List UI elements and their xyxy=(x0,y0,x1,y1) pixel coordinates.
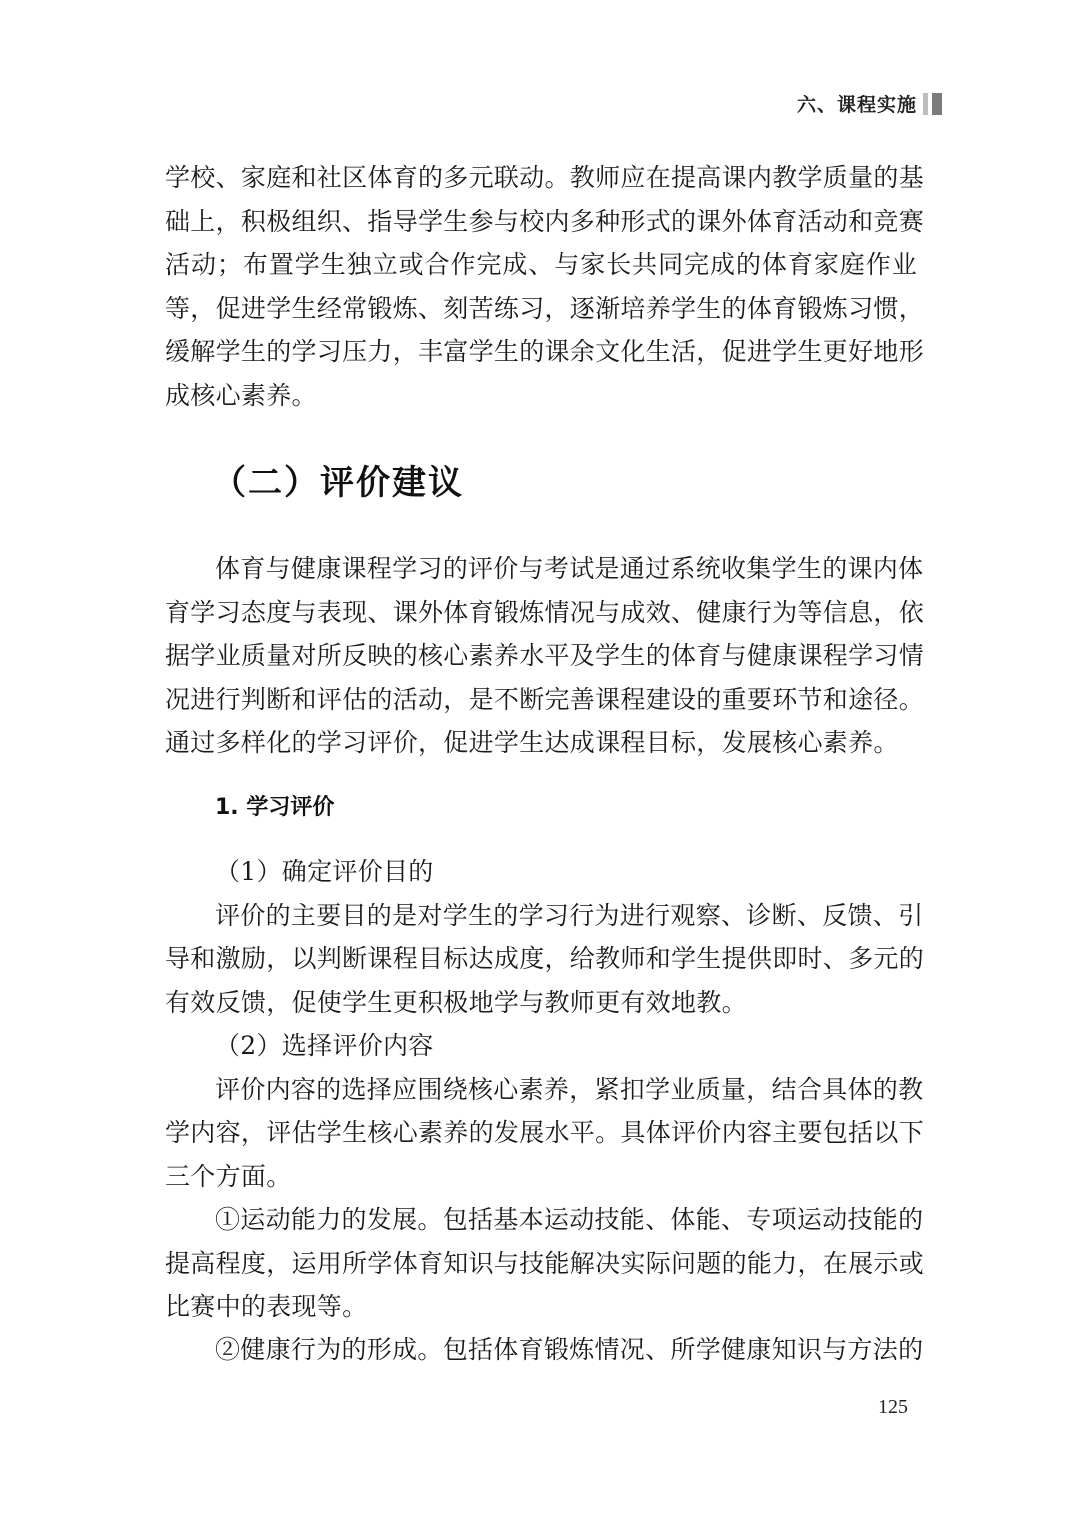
section-heading: （二）评价建议 xyxy=(212,463,464,503)
text-line: 活动；布置学生独立或合作完成、与家长共同完成的体育家庭作业 xyxy=(165,250,917,279)
text-line: 导和激励，以判断课程目标达成度，给教师和学生提供即时、多元的 xyxy=(165,944,925,973)
text-line: 通过多样化的学习评价，促进学生达成课程目标，发展核心素养。 xyxy=(165,728,899,757)
point-1 xyxy=(165,1198,925,1329)
text-line: 育学习态度与表现、课外体育锻炼情况与成效、健康行为等信息，依 xyxy=(165,597,925,627)
text-line: 学内容，评估学生核心素养的发展水平。具体评价内容主要包括以下 xyxy=(165,1118,925,1147)
point-2 xyxy=(165,1328,924,1372)
item-title: （2）选择评价内容 xyxy=(215,1031,434,1060)
subheading: 1. 学习评价 xyxy=(215,795,335,820)
item-1 xyxy=(165,850,925,1024)
text-line: 缓解学生的学习压力，丰富学生的课余文化生活，促进学生更好地形 xyxy=(165,337,925,366)
dark-bar xyxy=(932,93,942,115)
running-head xyxy=(797,90,942,117)
text-line: 体育与健康课程学习的评价与考试是通过系统收集学生的课内体 xyxy=(215,554,924,583)
text-line: 况进行判断和评估的活动，是不断完善课程建设的重要环节和途径。 xyxy=(165,684,925,714)
text-line: 三个方面。 xyxy=(165,1161,292,1191)
text-line: ②健康行为的形成。包括体育锻炼情况、所学健康知识与方法的 xyxy=(215,1335,924,1364)
text-line: 据学业质量对所反映的核心素养水平及学生的体育与健康课程学习情 xyxy=(165,641,925,670)
paragraph-2 xyxy=(165,547,925,765)
item-title: （1）确定评价目的 xyxy=(215,857,434,886)
text-line: 础上，积极组织、指导学生参与校内多种形式的课外体育活动和竞赛 xyxy=(165,206,925,236)
text-line: 成核心素养。 xyxy=(165,380,317,410)
text-line: ①运动能力的发展。包括基本运动技能、体能、专项运动技能的 xyxy=(215,1205,924,1234)
text-line: 提高程度，运用所学体育知识与技能解决实际问题的能力，在展示或 xyxy=(165,1248,925,1278)
text-line: 学校、家庭和社区体育的多元联动。教师应在提高课内教学质量的基 xyxy=(165,163,925,192)
item-2 xyxy=(165,1024,925,1198)
running-head-title: 六、课程实施 xyxy=(796,94,917,116)
text-line: 比赛中的表现等。 xyxy=(165,1292,368,1321)
text-line: 等，促进学生经常锻炼、刻苦练习，逐渐培养学生的体育锻炼习惯， xyxy=(165,293,925,323)
text-line: 评价内容的选择应围绕核心素养，紧扣学业质量，结合具体的教 xyxy=(215,1074,924,1104)
light-bar xyxy=(923,93,928,115)
paragraph-1 xyxy=(165,156,925,417)
running-head-bars-icon xyxy=(923,93,942,115)
text-line: 有效反馈，促使学生更积极地学与教师更有效地教。 xyxy=(165,987,747,1017)
page-number: 125 xyxy=(878,1396,908,1418)
text-line: 评价的主要目的是对学生的学习行为进行观察、诊断、反馈、引 xyxy=(215,900,924,930)
